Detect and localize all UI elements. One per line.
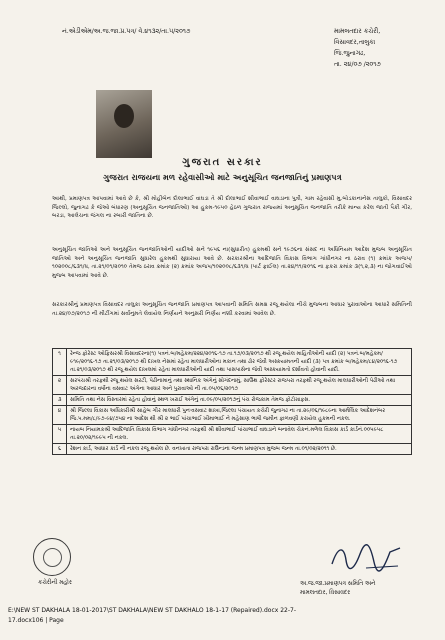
row-text: સરપંચશ્રી તરફથી રજૂ થયેલ સરટી, પેઢીનામાનું તથા સ્થાનિક અંગેનું સોગંદનામું, સાઉથ ફોરેસ્ટર રાજપરા તરફથી રજૂ થયેલ માલધારીઓની પેઢીઓ તથા અરજદારના વર્ષોના વસવાટ અંગેના આધાર અને પુરાવાઓ ની તા.૦૫/૦૬/૨૦૧૭ — [67, 376, 412, 395]
photo-portrait — [114, 104, 134, 128]
row-number: ૩ — [53, 395, 67, 406]
document-subtitle: ગુજરાત રાજયના મળ રહેવાસીઓ માટે અનુસૂચિત જનજાતિનું પ્રમાણપત્ર — [103, 172, 342, 182]
row-number: ૬ — [53, 444, 67, 455]
row-text: રેન્જ ફોરેસ્ટ ઓફિસરશ્રી વિસાવદરના(૧) પત્રનં.બ/મહેકમ/૨૨૪/૨૦૧૬-૧૭ તા.૧૭/૦૩/૨૦૧૭ થી રજૂ થયેલ માહિતીઓની યાદી (૨) પત્રનં.બ/મહેકમ/૯૧૯/૨૦૧૬-૧૭ તા.૨૧/૦૩/૨૦૧૭ થી દાખલ નેસમાં રહેતા માલધારીઓના મકાન તથા ઢોર જેવી અસ્કયામતની યાદી (૩) પત્ર ક્રમાંક બ/મહેકમ/૮૪/૨૦૧૬-૧૭ તા.૨૧/૦૩/૨૦૧૭ થી રજૂ થયેલ દાખલમાં રહેતા માલધારીઓની યાદી તથા પાસપાસેના જેવી અસ્કયામતો દર્શાવતો હોવાની યાદી. — [67, 349, 412, 376]
reference-number: નં.એડીએમ/અ.જ.જા.પ્ર.પત્ર/ વે.૪૧૩૨/તા.૫/૨૦૧૭ — [62, 28, 191, 35]
office-line: મામલતદાર કચેરી, — [334, 28, 381, 35]
row-text: શ્રી જિલ્લા વિકાસ અધિકારીશ્રી સાહેબ ગીર માલધારી પુનઃવસવાટ શાખા,જિલ્લા પંચાયત કચેરી જુનાગઢ ના તા.૨૯/૦૬/૧૯૮૯ના આર્મલિક આદેશનંબર જિ.પ.મમ/૮/૯૭-૯૪/૭૫૪ ના આદેશ થી શ્રી ૨ ભાઈ પાંચાભાઈ ખીમાભાઈ ને મહેસાણ ભાષી જમીન ફાળવણી કરાયેલ હુકમની નકલ. — [67, 406, 412, 425]
table-row — [53, 395, 412, 406]
officer-line: મામલતદાર, વિસાવદર — [300, 590, 351, 596]
row-number: ૪ — [53, 406, 67, 425]
evidence-table — [52, 348, 412, 455]
table-row — [53, 425, 412, 444]
table-row — [53, 376, 412, 395]
seal-label: કચેરીની મહોર — [38, 580, 72, 586]
row-number: ૧ — [53, 349, 67, 376]
applicant-photo — [96, 90, 152, 158]
row-text: સમિતિ તથા નેસ વિસ્તારમાં રહેતા હોવાનું સ્થળ ખરાઈ અંગેનું તા.૦૯/૦૫/૨૦૧૭નું પંચ રોજકામ તેમજ ફોટોગ્રાફસ. — [67, 395, 412, 406]
row-number: ૫ — [53, 425, 67, 444]
office-date: તા. ૨૪/૦૭ /૨૦૧૭ — [334, 61, 381, 68]
office-line: વિસાવદર,તાલુકા — [334, 39, 376, 46]
office-line: જિ.જુનાગઢ, — [334, 50, 366, 57]
file-path-footer — [8, 606, 308, 626]
row-number: ૨ — [53, 376, 67, 395]
issuing-office-block — [334, 26, 439, 70]
footer-line: E:\NEW ST DAKHALA 18-01-2017\ST DAKHALA\NEW ST DAKHALO 18-1-17 (Repaired).docx 22-7- — [8, 607, 296, 614]
document-title: ગુજરાત સરકાર — [182, 157, 263, 168]
body-paragraph: સરકારશ્રીનું પ્રમાણપત્ર વિસાવદર તાલુકા અનુસૂચિત જનજાતિ પ્રમાણપત્ર આપવાની સમિતિ સમક્ષ રજૂ થયેલા નીચે મુજબના આધાર પુરાવાઓના આધારે સમિતિની તા.૨૪/૦૭/૨૦૧૭ ની મીટીંગમાં સર્વાનુમતે લેવાયેલ નિર્ણયને અનુસરી નિર્ણય નક્કી કરવામાં આવેલ છે. — [52, 302, 412, 317]
officer-designation — [300, 580, 430, 598]
body-paragraph: અનુસૂચિત જાતિઓ અને અનુસૂચિત જનજાતિઓની યાદીઓ સને ૧૯૫૬ ના(સુધારીત) હુકમથી સને ૧૯૭૬ના સંસદ ના અધિનિયમ આદેશ મુજબ અનુસૂચિત જાતિઓ અને અનુસૂચિત જનજાતિ સુધારેલ હુકમથી સુધારાયા આવે છે. સરકારશ્રીના આદિજાતિ વિકાસ વિભાગ ગાંધીનગર ના ઠરાવ (૧) ક્રમાંક અજપ/૧૦૨૦૦૮/૬૩૧/ધ, તા.૨૧/૦૧/૨૦૧૦ તેમજ ઠરાવ ક્રમાંક (૨) ક્રમાંક અજપ/૧૦૨૦૦૮/૬૩૧/ધ (પાર્ટ ફાઈલ) તા.૨૪/૧૧/૨૦૧૬ ના ફકરા ક્રમાંક ૩(૧,૨,૩) ના જોગવાઈઓ મુજબ આપવામાં આવે છે. — [52, 247, 412, 279]
officer-signature — [326, 540, 406, 574]
table-row — [53, 406, 412, 425]
table-row — [53, 444, 412, 455]
officer-line: અ.જ.જા.પ્રમાણપત્ર સમિતિ અને — [300, 581, 376, 587]
row-text: રેશન કાર્ડ, આધાર કાર્ડ ની નકલ રજૂ થયેલ છે. વનખાતા રાજપરા રાઉન્ડના જન્મ પ્રમાણપત્ર મુજબ જન્મ તા.૦૧/૦૨/૨૦૧૧ છે. — [67, 444, 412, 455]
table-row — [53, 349, 412, 376]
office-seal-stamp — [33, 538, 71, 576]
body-paragraph: આથી, પ્રમાણપત્ર આપવામાં આવે છે કે, શ્રી મોહીબેન દોલાભાઈ વાઘડા તે શ્રી દોલાભાઈ શીવાભાઈ વાઘડાના પુત્રી, ગામ રહેવાસી મુ.બોડકાનાનેસ તાલુકો, વિસાવદર જિલ્લો, જુનાગઢ કે જેઓ બંધારણ (અનુસૂચિત જનજાતિઓ) આ હુકમ-૧૯૫૦ હેઠળ ગુજરાત રાજયમાં અનુસૂચિત જનજાતિ તરીકે માન્ય કરેલ જાતી પૈકી ગીર, બરડા, આલેચના જંગલ ના રબારી જાતિના છે. — [52, 196, 412, 219]
footer-line: 17.docx106 | Page — [8, 617, 64, 624]
row-text: નાયબ નિયામકશ્રી આદિજાતિ વિકાસ વિભાગ ગાંધીનગર તરફથી શ્રી શીવાભાઈ પાંચાભાઈ વાઘડાને બનાવેલ ચેકનં.મળેલ વિકાસ કાર્ડ કાર્ડનં.૦૦૫૯૫૮ તા.૨૦/૦૨/૧૯૯૫ ની નકલ. — [67, 425, 412, 444]
